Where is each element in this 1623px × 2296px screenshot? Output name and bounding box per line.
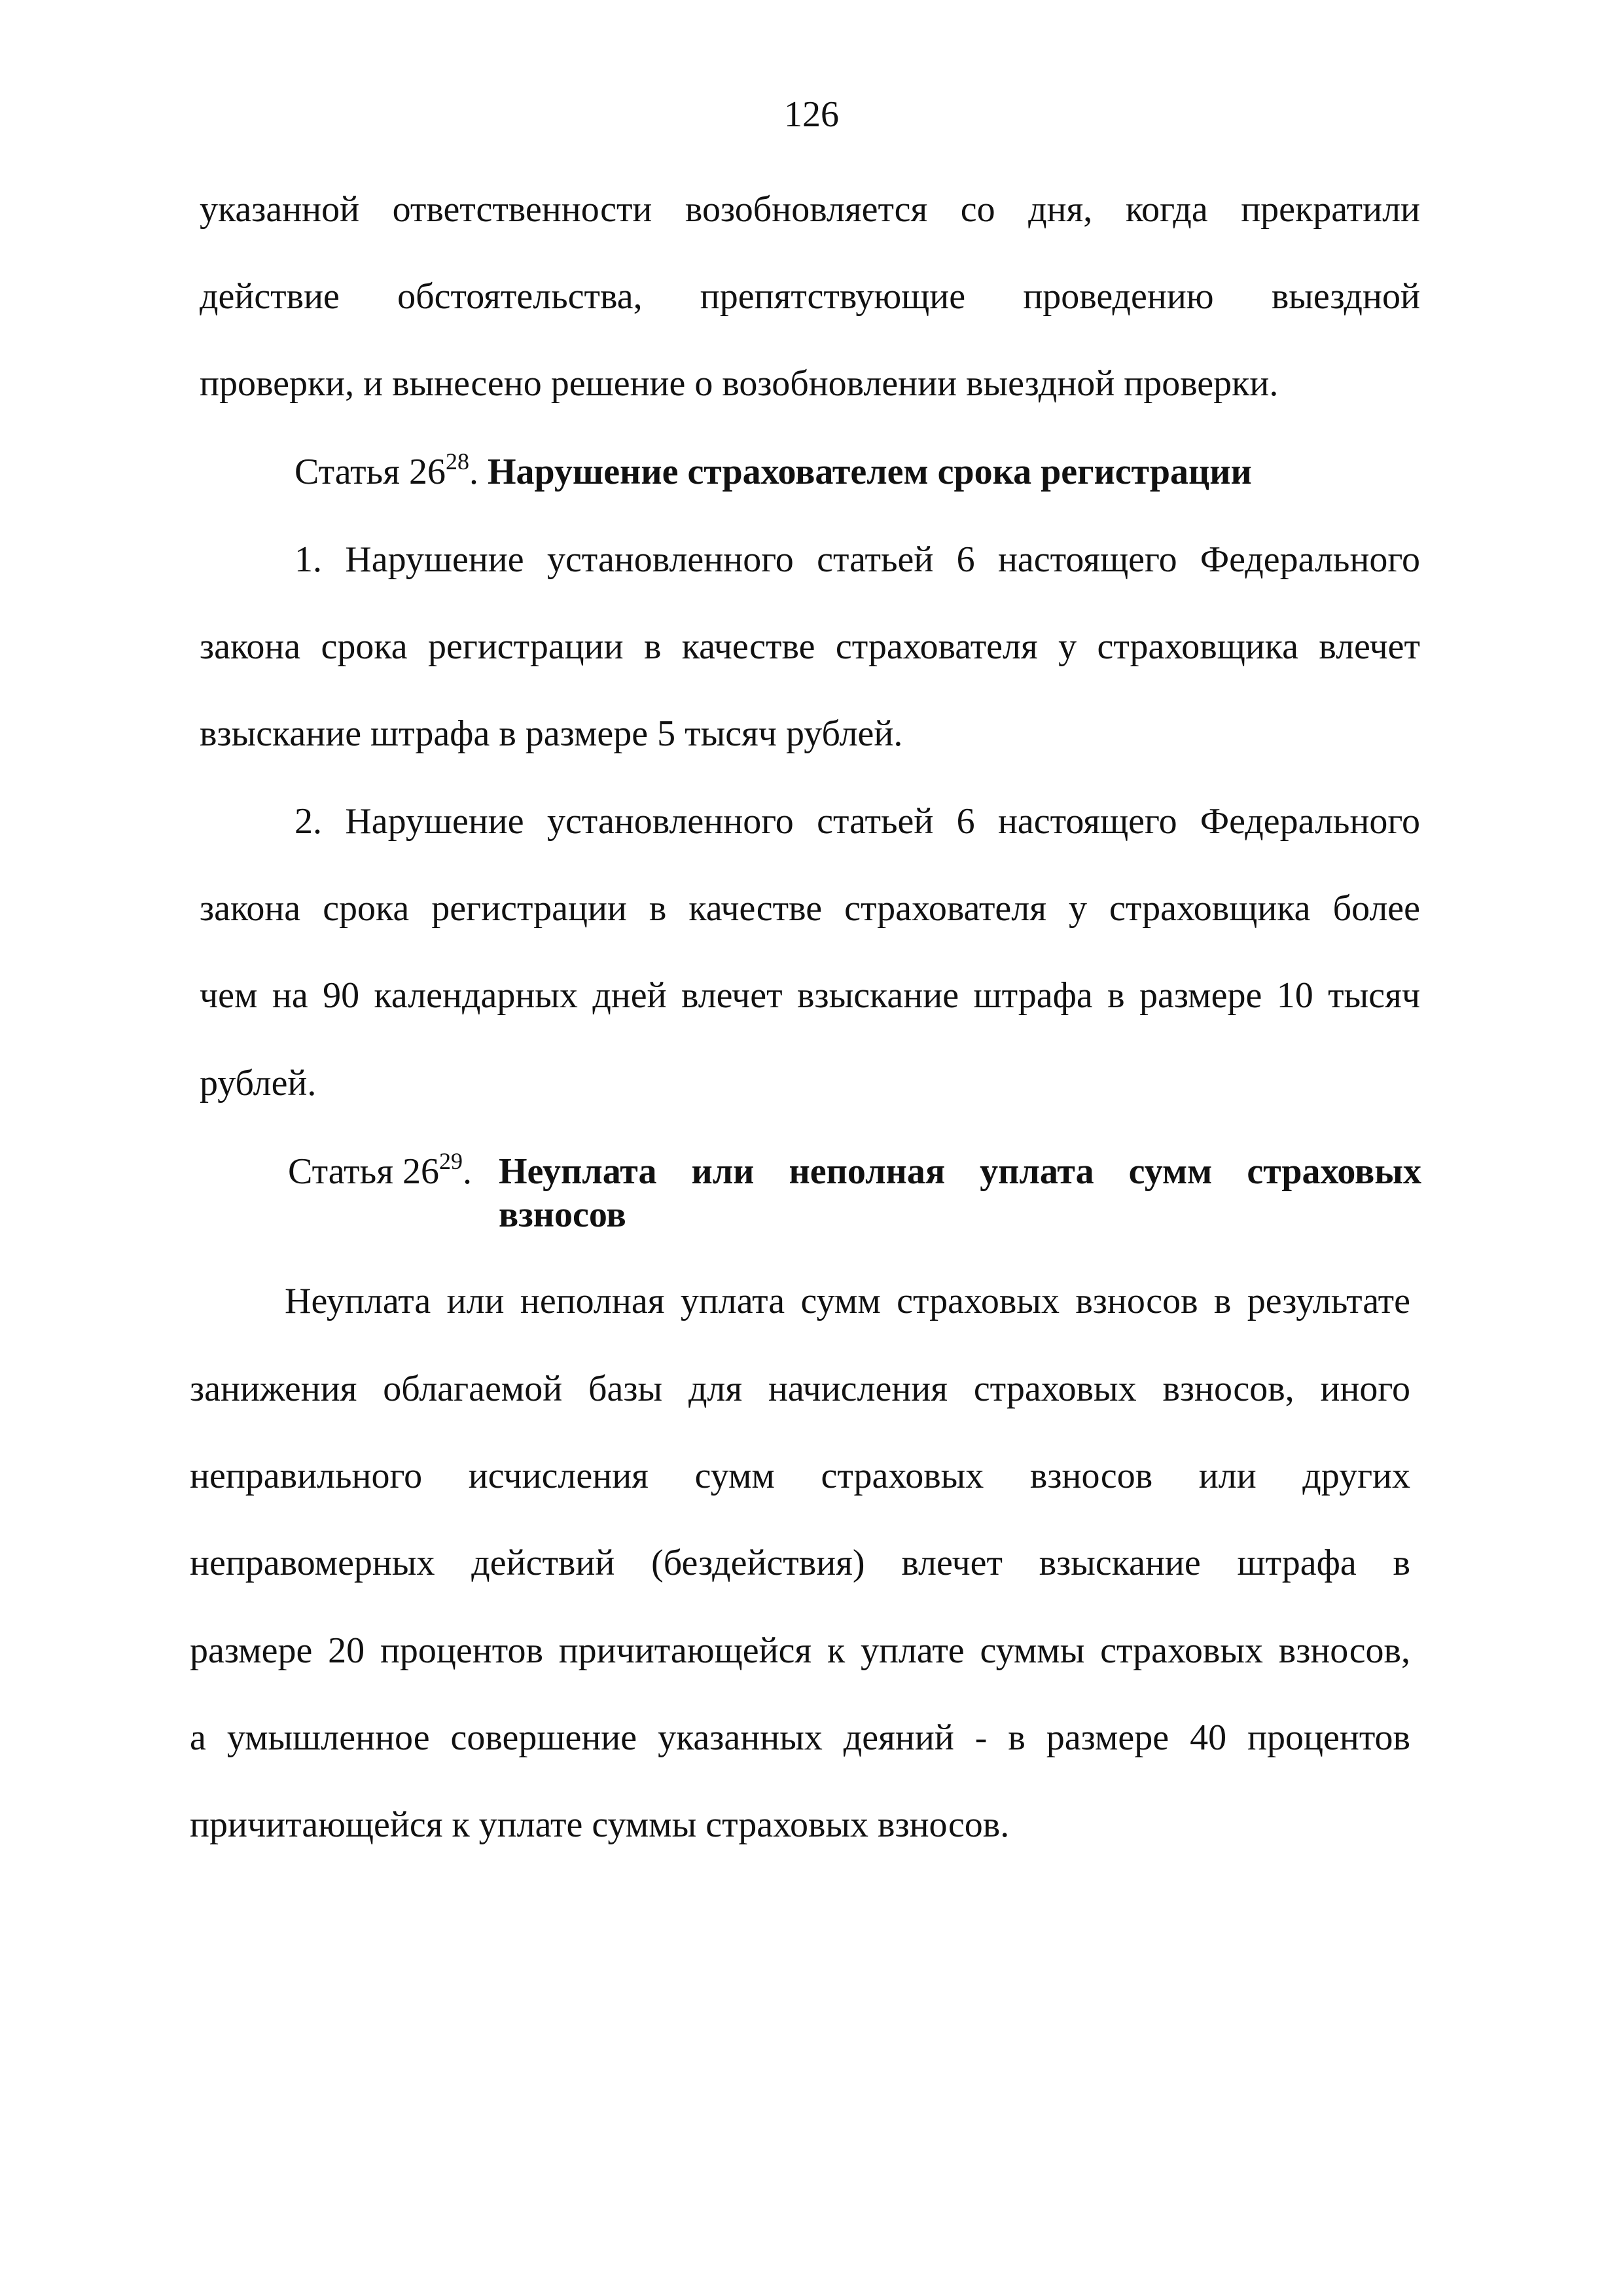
article-29-title: Неуплата или неполная уплата сумм страховых взносов bbox=[499, 1151, 1421, 1235]
para-3-line-7: причитающейся к уплате суммы страховых взносов. bbox=[190, 1804, 1010, 1845]
para-1-line-3: взыскание штрафа в размере 5 тысяч рублей. bbox=[200, 713, 903, 754]
intro-line-1: указанной ответственности возобновляется со дня, когда прекратили bbox=[200, 189, 1420, 230]
para-2-line-1: 2. Нарушение установленного статьей 6 настоящего Федерального bbox=[294, 801, 1420, 842]
article-28-dot: . bbox=[469, 452, 478, 492]
article-29-heading bbox=[288, 1149, 472, 1198]
page-number: 126 bbox=[784, 94, 839, 135]
article-28-prefix: Статья 26 bbox=[294, 452, 446, 492]
intro-line-3: проверки, и вынесено решение о возобновлении выездной проверки. bbox=[200, 363, 1279, 404]
para-3-line-1: Неуплата или неполная уплата сумм страховых взносов в результате bbox=[285, 1281, 1410, 1321]
para-3-line-6: а умышленное совершение указанных деяний - в размере 40 процентов bbox=[190, 1717, 1410, 1758]
para-1-line-1: 1. Нарушение установленного статьей 6 настоящего Федерального bbox=[294, 539, 1420, 580]
para-3-line-5: размере 20 процентов причитающейся к уплате суммы страховых взносов, bbox=[190, 1630, 1410, 1671]
article-28-title: Нарушение страхователем срока регистрации bbox=[487, 452, 1252, 492]
article-29-prefix: Статья 26 bbox=[288, 1151, 439, 1192]
article-28-sup: 28 bbox=[445, 448, 469, 475]
para-2-line-3: чем на 90 календарных дней влечет взыскание штрафа в размере 10 тысяч bbox=[200, 975, 1420, 1016]
para-3-line-2: занижения облагаемой базы для начисления страховых взносов, иного bbox=[190, 1369, 1410, 1409]
para-1-line-2: закона срока регистрации в качестве страхователя у страховщика влечет bbox=[200, 626, 1420, 667]
para-2-line-2: закона срока регистрации в качестве страхователя у страховщика более bbox=[200, 888, 1420, 929]
article-29-sup: 29 bbox=[438, 1148, 463, 1174]
article-29-dot: . bbox=[462, 1151, 472, 1192]
para-2-line-4: рублей. bbox=[200, 1063, 317, 1103]
intro-line-2: действие обстоятельства, препятствующие проведению выездной bbox=[200, 276, 1420, 317]
para-3-line-4: неправомерных действий (бездействия) влечет взыскание штрафа в bbox=[190, 1543, 1410, 1583]
para-3-line-3: неправильного исчисления сумм страховых взносов или других bbox=[190, 1456, 1410, 1496]
article-28-heading bbox=[294, 449, 1252, 499]
